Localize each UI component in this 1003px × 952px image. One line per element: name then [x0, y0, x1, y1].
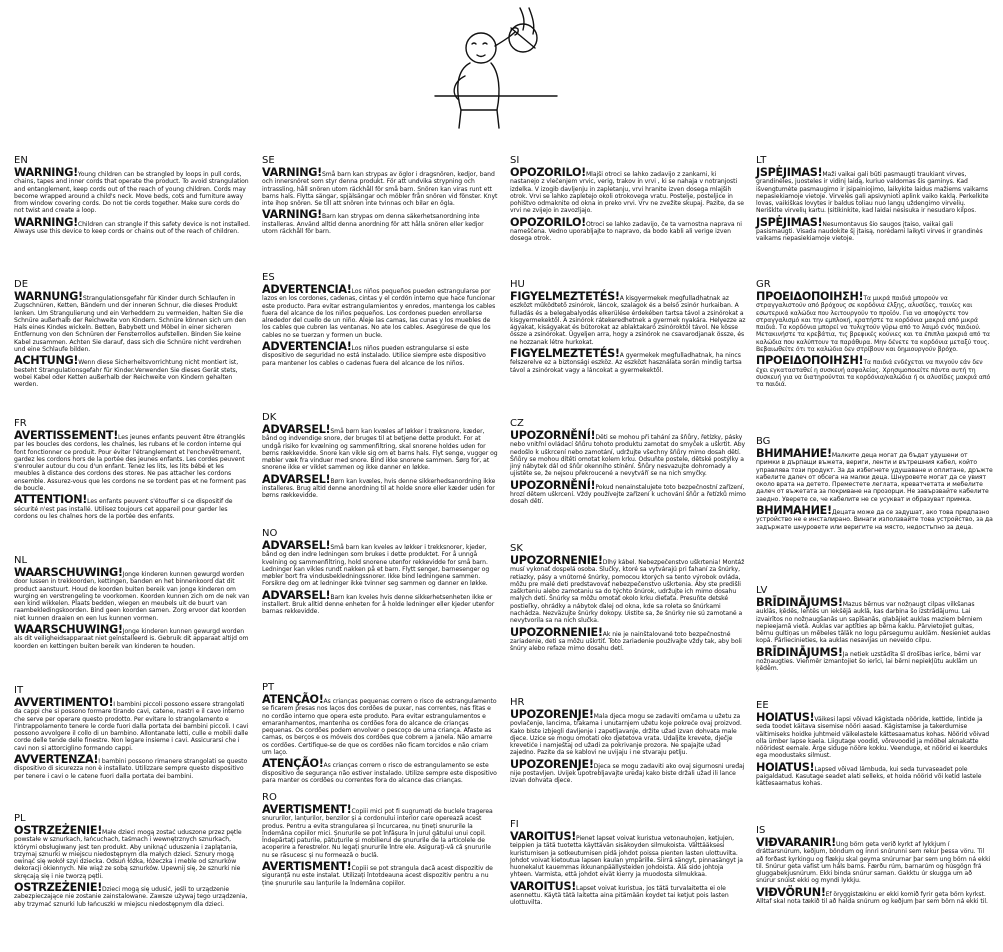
warning-section-es	[262, 272, 499, 370]
warning-label: UPOZORNENIE!	[510, 554, 603, 567]
warning-text: Los niños pueden estrangularse si este dispositivo de seguridad no está instalado. Utilice siempre este dispositivo para mantener los cables o cadenas fuera del alcance de los niños.	[262, 345, 486, 367]
warning-paragraph	[262, 210, 499, 235]
warning-label: VIÐVÖRUN!	[756, 885, 826, 899]
warning-paragraph	[510, 757, 747, 785]
warning-paragraph	[262, 695, 499, 756]
warning-paragraph	[14, 625, 251, 650]
child-arm	[495, 32, 515, 46]
warning-label: WARNING!	[14, 166, 78, 179]
warning-label: AVVERTIMENTO!	[14, 696, 114, 709]
warning-text: Små børn kan kvæles af løkker i træksnore, kæder, bånd og indvendige snore, der bruges til at betjene dette produkt. For at undgå risiko for kvælning og sammenfiltring, skal snorene holdes uden for børns rækkevidde. Snore kan vikle sig om et barns hals. Flyt senge, vugger og møbler væk fra vinduer med snore. Bind ikke snorene sammen. Sørg for, at snorene ikke er viklet sammen og ikke danner en løkke.	[262, 428, 498, 472]
warning-text: Ja netiek uzstādīta šī drošības ierīce, bērni var nožņaugties. Vienmēr izmantojiet šo ierīci, lai bērni nepiekļūtu auklām un ķēdēm.	[756, 650, 981, 673]
warning-paragraph	[262, 342, 499, 367]
language-code: NL	[14, 555, 28, 566]
warning-paragraph	[510, 478, 747, 506]
warning-label: ADVARSEL!	[262, 588, 331, 602]
warning-text: Ung börn geta verið kyrkt af lykkjum í dráttarsnúrum, keðjum, böndum og innri snúrunni sem rekur þessa vöru. Til að forðast kyrkingu og flækju skal geyma snúrurnar þar sem ung börn ná ekki til. Snúrur geta vafist um háls barns. Færðu rúm, barnarúm og húsgögn frá gluggabekjusnúrum. Ekki binda snúrur saman. Gakktu úr skugga um að snúrur snúist ekki og myndi lykkju.	[756, 841, 991, 885]
warning-text: I bambini piccoli possono essere strangolati da cappi che si possono formare tirando cavi, catene, nastri e il cavo interno che serve per operare questo prodotto. Per evitare lo strangolamento e l'intrappolamento tenere le corde fuori dalla portata dei bambini piccoli. I cavi possono avvolgere il collo di un bambino. Allontanate letti, culle e mobili dalle corde delle tende delle finestre. Non legare insieme i cavi. Assicurarsi che i cavi non si attorciglino formando cappi.	[14, 701, 249, 752]
warning-text: Djeca se mogu zadaviti ako ovaj sigurnosni uređaj nije postavljen. Uvijek upotrebljavajte uređaj kako biste držali užad ili lance izvan dohvata djece.	[510, 762, 745, 785]
warning-paragraph	[756, 645, 993, 673]
warning-paragraph	[262, 425, 499, 472]
warning-label: VAROITUS!	[510, 830, 577, 843]
warning-section-en	[14, 155, 251, 238]
warning-label: BRĪDINĀJUMS!	[756, 596, 843, 609]
warning-label: VARNING!	[262, 166, 322, 179]
warning-section-sk	[510, 543, 747, 656]
warning-text: Децата може да се задушат, ако това предпазно устройство не е инсталирано. Винаги използвайте това устройство, за да задържате шнуровете или веригите на място, недостъпно за деца.	[756, 509, 993, 531]
language-code: HR	[510, 697, 525, 708]
warning-label: ADVERTENCIA!	[262, 340, 352, 354]
warning-label: FIGYELMEZTETÉS!	[510, 290, 620, 303]
language-code: HU	[510, 279, 525, 290]
warning-text: Strangulationsgefahr für Kinder durch Schlaufen in Zugschnüren, Ketten, Bändern und der inneren Schnur, die dieses Produkt lenken. Um Strangulierung und ein Verheddern zu vermeiden, halten Sie die Schnüre außerhalb der Reichweite von Kindern. Schnüre können sich um den Hals eines Kindes wickeln. Betten, Babybett und Möbel in einer sicheren Entfernung von den Schnüren der Fensterrollos aufstellen. Binden Sie keine Kabel zusammen. Achten Sie darauf, dass sich die Schnüre nicht verdrehen und eine Schlaufe bilden.	[14, 295, 246, 354]
warning-label: ADVERTENCIA!	[262, 283, 352, 296]
language-code: RO	[262, 792, 277, 803]
warning-paragraph	[14, 495, 251, 520]
warning-label: ADVARSEL!	[262, 539, 331, 552]
warning-label: WARNUNG!	[14, 290, 83, 303]
language-code: ES	[262, 272, 275, 283]
warning-label: HOIATUS!	[756, 760, 815, 774]
warning-paragraph	[756, 885, 993, 906]
language-code: IS	[756, 825, 766, 836]
warning-section-cz	[510, 418, 747, 509]
language-code: NO	[262, 528, 278, 539]
warning-paragraph	[262, 805, 499, 859]
warning-paragraph	[14, 826, 251, 880]
warning-section-fi	[510, 819, 747, 910]
warning-text: Mlajši otroci se lahko zadavijo z zankami, ki nastanejo z vlečenjem vrvic, verig, trakov in vrvi , ki se nahaja v notranjosti izdelka. V izogib davljenju in zapletanju, vrvi hranite izven dosega mlajših otrok. Vrvi se lahko zapletejo okoli otrokovega vratu. Postelje, posteljice in pohištvo odmaknite od okna in preko vrvi. Vrv ne zvežite skupaj. Pazite, da se vrvi ne zvijejo in zavozljajo.	[510, 171, 744, 215]
language-code: DK	[262, 412, 277, 423]
warning-section-fr	[14, 418, 251, 523]
warning-paragraph	[14, 168, 251, 215]
language-code: DE	[14, 279, 29, 290]
warning-paragraph	[14, 215, 251, 236]
warning-paragraph	[262, 862, 499, 887]
language-code: IT	[14, 685, 24, 696]
warning-section-ro	[262, 792, 499, 890]
warning-text: Maži vaikai gali būti pasmaugti traukiant virves, grandinėles, juosteles ir vidinį laidą, kuriuo valdomas šis gaminys. Kad išvengtumėte pasmaugimo ir įsipainiojimo, laikykite laidus mažiems vaikams nepasiekiamoje vietoje. Virvelės gali apsivynioti aplink vaiko kaklą. Perkelkite lovas, vaikiškas lovytes ir baldus toliau nuo langų uždengimo virvelių. Nerišklte virvelių kartu. Įsitikinkite, kad laidai nesisuka ir nesudaro kilpos.	[756, 171, 989, 215]
warning-text: Lapset voivat kuristua, jos tätä turvalaitetta ei ole asennettu. Käytä tätä laitetta aina pitämään koydet tai ketjut pois lasten ulottuvilta.	[510, 884, 729, 907]
warning-label: UPOZORNĚNÍ!	[510, 478, 596, 492]
warning-paragraph	[510, 292, 747, 346]
warning-section-nl	[14, 555, 251, 653]
warning-text: Děti se mohou při tahání za šňůry, řetízky, pásky nebo vnitřní ovládací šňůru tohoto produktu zamotat do smyček a uškrtit. Aby nedošlo k uškrcení nebo zamotání, udržujte všechny šňůry mimo dosah dětí. Šňůry se mohou dítěti omotat kolem krku. Odsuňte postele, dětské postýlky a jiný nábytek dál od šňůr okenního stínění. Šňůry nesvazujte dohromady a ujistěte se, že nejsou překroucené a nevytváří se na nich smyčky.	[510, 434, 746, 478]
warning-text: Małe dzieci mogą zostać uduszone przez pętle powstałe w sznurkach, łańcuchach, taśmach i wewnętrznych sznurkach, którymi obsługiwany jest ten produkt. Aby uniknąć uduszenia i zaplątania, trzymaj sznurki w miejscu niedostępnym dla małych dzieci. Sznury mogą owinąć się wokół szyi dziecka. Odsuń łóżka, łóżeczka i meble od sznurków dekoracji okiennych. Nie wiąż ze sobą sznurków. Upewnij się, że sznurki nie skręcają się i nie tworzą pętli.	[14, 829, 242, 880]
warning-paragraph	[756, 838, 993, 885]
warning-label: VARNING!	[262, 208, 322, 222]
language-code: SK	[510, 543, 523, 554]
warning-label: VIÐVARANIR!	[756, 836, 836, 849]
language-code: FR	[14, 418, 27, 429]
warning-section-pl	[14, 813, 251, 911]
warning-label: ADVARSEL!	[262, 423, 331, 436]
warning-text: I bambini possono rimanere strangolati se questo dispositivo di sicurezza non è installato. Utilizzare sempre questo dispositivo per tenere i cavi o le catene fuori dalla portata dei bambini.	[14, 758, 248, 780]
warning-label: AVERTISSEMENT!	[14, 429, 119, 442]
warning-label: UPOZORENJE!	[510, 708, 594, 721]
warning-paragraph	[14, 356, 251, 388]
warning-text: A kisgyermekek megfulladhatnak az eszközt működtető zsinórok, láncok, szalagok és a belső zsinór hurkaiban. A fulladás és a belegabalyodás elkerülése érdekében tartsa távol a zsinórokat a kisgyermekektől. A zsinórok rátekeredhetnek a gyermek nyakára. Helyezze az ágyakat, kiságyakat és bútorokat az ablaktakaró zsinóroktól távol. Ne kösse össze a zsinórokat. Ügyeljen arra, hogy a zsinórok ne csavarodjanak össze, és ne hozzanak létre hurkokat.	[510, 295, 746, 346]
cord-line	[520, 8, 524, 30]
warning-label: ΠΡΟΕΙΔΟΠΟΙΗΣΗ!	[756, 354, 864, 368]
language-code: GR	[756, 279, 771, 290]
warning-paragraph	[756, 713, 993, 760]
warning-section-lv	[756, 585, 993, 676]
warning-section-lt	[756, 155, 993, 246]
warning-paragraph	[756, 598, 993, 645]
warning-section-hr	[510, 697, 747, 788]
warning-text: Ef öryggistækinu er ekki komið fyrir geta börn kyrkst. Alltaf skal nota tækið til að halda snúrum og keðjum þar sem börn ná ekki til.	[756, 890, 988, 906]
warning-text: Les jeunes enfants peuvent être étranglés par les boucles des cordons, les chaînes, les rubans et le cordon interne qui font fonctionner ce produit. Pour éviter l'étranglement et l'enchevêtrement, gardez les cordons hors de la portée des jeunes enfants. Les cordes peuvent s'enrouler autour du cou d'un enfant. Tenez les lits, les lits bébé et les meubles à distance des cordons des stores. Ne pas attacher les cordons ensemble. Assurez-vous que les cordons ne se tordent pas et ne forment pas de boucle.	[14, 434, 247, 493]
warning-section-se	[262, 155, 499, 238]
warning-text: Små barn kan kveles av løkker i trekksnorer, kjeder, bånd og den indre ledningen som brukes i dette produktet. For å unngå kvelning og sammenfiltring, hold snorene utenfor rekkevidde for små barn. Ledninger kan vikles rundt nakken på et barn. Flytt senger, barnesenger og møbler bort fra vindusbekledningssnorer. Ikke bind ledningene sammen. Forsikre deg om at ledninger ikke tvinner seg sammen og danner en løkke.	[262, 544, 490, 588]
warning-paragraph	[14, 755, 251, 780]
warning-label: JSPĖJIMAS!	[756, 166, 823, 179]
warning-paragraph	[756, 449, 993, 503]
warning-text: Copiii se pot strangula dacă acest dispozitiv de siguranță nu este instalat. Utilizați întotdeauna acest dispozitiv pentru a nu ține șnururile sau lanțurile la îndemâna copiilor.	[262, 865, 493, 887]
warning-section-no	[262, 528, 499, 619]
warning-label: ACHTUNG!	[14, 354, 79, 368]
warning-text: Τα μικρά παιδιά μπορούν να στραγγαλιστούν από βρόχους σε κορδόνια έλξης, αλυσίδες, ταινίες και εσωτερικά καλώδια που λειτουργούν το προϊόν. Για να αποφύγετε τον στραγγαλισμό και την εμπλοκή, κρατήστε τα κορδόνια μακριά από μικρά παιδιά. Τα κορδόνια μπορεί να τυλιχτούν γύρω από το λαιμό ενός παιδιού. Μετακινήστε τα κρεβάτια, τις βρεφικές κούνιες και τα έπιπλα μακριά από τα καλώδια που καλύπτουν τα παράθυρα. Μην δένετε τα κορδόνια μεταξύ τους. Βεβαιωθείτε ότι τα καλώδια δεν στρίβουν και δημιουργούν βρόχο.	[756, 295, 990, 354]
warning-label: OPOZORILO!	[510, 166, 586, 179]
warning-label: UPOZORNĚNÍ!	[510, 429, 596, 442]
warning-text: Children can strangle if this safety device is not installed. Always use this device to keep cords or chains out of the reach of children.	[14, 220, 250, 236]
warning-section-pt	[262, 682, 499, 787]
warning-label: HOIATUS!	[756, 711, 815, 724]
warning-paragraph	[14, 568, 251, 622]
language-code: EN	[14, 155, 28, 166]
warning-paragraph	[510, 168, 747, 215]
warning-paragraph	[756, 168, 993, 215]
language-code: PL	[14, 813, 26, 824]
warning-text: Copiii mici pot fi sugrumați de buclele tragerea snururilor, lanțurilor, benzilor și a cordonului interior care operează acest produs. Pentru a evita strangularea și încurcarea, nu țineți snururile la îndemâna copiilor mici. Șnururile se pot înfășura în jurul gâtului unui copil. Îndepărtați paturile, pătuțurile și mobilierul de șnururile de la articolele de acoperire a ferestrelor. Nu legați șnururile între ele. Asigurați-vă că șnururile nu se răsucesc și nu formează o buclă.	[262, 808, 493, 859]
warning-text: Τα παιδιά ενδέχεται να πνιγούν εάν δεν έχει εγκατασταθεί η συσκευή ασφαλείας. Χρησιμοποιείτε πάντα αυτή τη συσκευή για να διατηρούνται τα κορδόνια/καλώδια ή οι αλυσίδες μακριά από τα παιδιά.	[756, 359, 991, 389]
warning-text: Otroci se lahko zadavijo, če ta varnostna naprava ni nameščena. Vedno uporabljajte to napravo, da bodo kabli ali verige izven dosega otrok.	[510, 220, 742, 243]
warning-text: As crianças correm o risco de estrangulamento se este dispositivo de segurança não estiver instalado. Utilize sempre este dispositivo para manter os cordões ou correntes fora do alcance das crianças.	[262, 762, 497, 784]
language-code: LT	[756, 155, 767, 166]
warning-label: UPOZORNENIE!	[510, 625, 603, 639]
warning-text: Pienet lapset voivat kuristua vetonauhojen, ketjujen, teippien ja tätä tuotetta käyttävän sisäkoyden silmukoista. Välttääksesi kuristumisen ja sotkeutumisen pidä johdot poissa pienten lasten ulottuvilta. Johdot voivat kietoutua lapsen kaulan ympärille. Siirrä sängyt, pinnasängyt ja huonekalut kauemmas ikkunanpäällysteiden johdoista. Älä sido johtoja yhteen. Varmista, että johdot eivät kierry ja muodosta silmukkaa.	[510, 835, 743, 879]
language-code: LV	[756, 585, 768, 596]
warning-label: ADVARSEL!	[262, 472, 331, 486]
warning-text: Dzieci mogą się udusić, jeśli to urządzenie zabezpieczające nie zostanie zainstalowane. Zawsze używaj tego urządzenia, aby trzymać sznurki lub łańcuszki w miejscu niedostępnym dla dzieci.	[14, 886, 248, 908]
warning-label: ATENÇÃO!	[262, 693, 324, 706]
warning-text: Малките деца могат да бъдат удушени от примки в дърпащи въжета, вериги, ленти и вътрешния кабел, който управлява този продукт. За да избегнете удушаване и оплитане, дръжте кабелите далеч от обсега на малки деца. Шнуровете могат да се увият около врата на детето. Преместете леглата, креватчетата и мебелите далеч от въжетата за покриване на прозорци. Не завързвайте кабелите заедно. Уверете се, че кабелите не се усукват и образуват примка.	[756, 452, 993, 503]
warning-paragraph	[262, 588, 499, 616]
warning-text: As crianças pequenas correm o risco de estrangulamento se ficarem presas nos laços dos cordões de puxar, nas correntes, nas fitas e no cordão interno que opera este produto. Para evitar estrangulamentos e emaranhamentos, mantenha os cordões fora do alcance de crianças pequenas. Os cordões podem envolver o pescoço de uma criança. Afaste as camas, os berços e os móveis dos cordões que cobrem a janela. Não amarre os cordões. Certifique-se de que os cordões não ficam torcidos e não criam um laço.	[262, 698, 497, 757]
language-code: SI	[510, 155, 520, 166]
warning-label: ВНИМАНИЕ!	[756, 504, 832, 518]
language-code: FI	[510, 819, 519, 830]
warning-paragraph	[756, 356, 993, 388]
language-code: BG	[756, 436, 771, 447]
warning-text: Les enfants peuvent s'étouffer si ce dispositif de sécurité n'est pas installé. Utilisez toujours cet appareil pour garder les cordons ou les chaînes hors de la portée des enfants.	[14, 498, 233, 520]
warning-label: ВНИМАНИЕ!	[756, 447, 832, 460]
warning-label: WAARSCHUWING!	[14, 623, 123, 637]
warning-paragraph	[262, 472, 499, 500]
warning-label: WAARSCHUWING!	[14, 566, 123, 579]
warning-text: Ak nie je nainštalované toto bezpečnostné zariadenie, deti sa môžu uškrtiť. Toto zariadenie používajte vždy tak, aby boli šnúry alebo refaze mimo dosahu detí.	[510, 630, 742, 653]
warning-text: Young children can be strangled by loops in pull cords, chains, tapes and inner cords that operate the product. To avoid strangulation and entanglement, keep cords out of the reach of young children. Cords may become wrapped around a child's neck. Move beds, cots and furniture away from window covering cords. Do not tie cords together. Make sure cords do not twist and create a loop.	[14, 171, 249, 215]
language-code: SE	[262, 155, 275, 166]
language-code: PT	[262, 682, 275, 693]
warning-label: ATTENTION!	[14, 493, 88, 507]
warning-label: OSTRZEŻENIE!	[14, 881, 102, 895]
warning-paragraph	[756, 506, 993, 531]
warning-paragraph	[14, 431, 251, 492]
warning-paragraph	[756, 760, 993, 788]
warning-text: Pokud nenainstalujete toto bezpečnostní zařízení, hrozí dětem uškrcení. Vždy používejte zařízení k uchování šňůr a řetízků mimo dosah dětí.	[510, 483, 746, 506]
warning-text: Nesumontavus šio saugos įtaiso, vaikai gali pasismaugti. Visada naudokite šį įtaisą, norėdami laikyti virves ir grandinės vaikams nepasiekiamoje vietoje.	[756, 220, 983, 243]
warning-paragraph	[510, 625, 747, 653]
warning-paragraph	[262, 285, 499, 339]
warning-paragraph	[756, 292, 993, 353]
warning-text: Børn kan kvæles, hvis denne sikkerhedsanordning ikke installeres. Brug altid denne anordning til at holde snore eller kæder uden for børns rækkevidde.	[262, 477, 496, 500]
warning-text: Små barn kan strypas av öglor i dragsnören, kedjor, band och innersnöret som styr denna produkt. För att undvika strypning och intrassling, håll snören utom räckhåll för små barn. Snören kan viras runt ett barns hals. Flytta sängar, spjälsängar och möbler från snören vid fönster. Knyt inte ihop snören. Se till att snören inte tvinnas och bilar en ögla.	[262, 171, 498, 208]
warning-paragraph	[510, 349, 747, 374]
warning-section-is	[756, 825, 993, 908]
warning-section-hu	[510, 279, 747, 377]
warning-paragraph	[262, 541, 499, 588]
warning-text: Väikesi lapsi võivad kägistada nööride, kettide, lintide ja seda toodet käitava sisemise nööri aasad. Kägistamise ja takerdumise vältimiseks hoidke juhtmeid väikelastele kättesaamatus kohas. Nöörid võivad olla ümber lapse kaela. Liigutage voodid, võrevoodid ja mööbel aknakatte nööridest eemale. Ärge siduge nööre kokku. Veenduge, et nöörid ei keerduks ega moodustaks silmust.	[756, 716, 990, 760]
warning-label: ATENÇÃO!	[262, 757, 324, 771]
warning-label: VAROITUS!	[510, 879, 577, 893]
warning-text: Dlhý kábel. Nebezpečenstvo uškrtenia! Montáž musí vykonať dospelá osoba. Slučky, ktoré sa vytvárajú pri ťahaní za šnúrky, retiazky, pásy a vnútorné šnúrky, pomocou ktorých sa tento výrobok ovláda, môžu pre malé deti predstavovať nebezpečenstvo uškrtenia. Aby ste predišli zaškrteniu alebo zamotaniu sa do týchto šnúrok, udržujte ich mimo dosahu malých detí. Šnúrky sa môžu omotať okolo krku dieťaťa. Presuňte detské postieľky, ohrádky a nábytok ďalej od okna, kde sa roleta so šnúrkami nachádza. Nezväzujte šnúrky dokopy. Uistite sa, že šnúrky nie sú zamotané a nevytvorila sa na nich slučka.	[510, 559, 745, 625]
warning-label: AVERTISMENT!	[262, 803, 352, 816]
warning-section-gr	[756, 279, 993, 392]
warning-label: JSPĖJIMAS!	[756, 215, 823, 229]
language-code: CZ	[510, 418, 524, 429]
warning-text: Jonge kinderen kunnen gewurgd worden door lussen in trekkoorden, kettingen, banden en het binnenkoord dat dit product aanstuurt. Houd de koorden buiten bereik van jonge kinderen om wurging en verstrengeling te voorkomen. Koorden kunnen zich om de nek van een kind wikkelen. Plaats bedden, wiegen en meubels uit de buurt van raambekledingskoorden. Bind geen koorden samen. Zorg ervoor dat koorden niet kunnen draaien en een lus kunnen vormen.	[14, 571, 250, 622]
warning-label: AVERTISMENT!	[262, 860, 352, 874]
warning-text: Lapsed võivad lämbuda, kui seda turvaseadet pole paigaldatud. Kasutage seadet alati selleks, et hoida nöörid või ketid lastele kättesaamatus kohas.	[756, 765, 982, 788]
warning-paragraph	[756, 215, 993, 243]
warning-label: AVVERTENZA!	[14, 753, 99, 767]
warning-label: ΠΡΟΕΙΔΟΠΟΙΗΣΗ!	[756, 290, 864, 303]
warning-text: Mazus bērnus var nožņaugt cilpas vilkšanas auklās, ķēdēs, lentēs un iekšējā auklā, kas darbina šo izstrādājumu. Lai izvairītos no nožņaugšanās un sapīšanās, glabājiet auklas maziem bērniem nepieejamā vietā. Auklas var aptīties ap bērna kaklu. Pārvietojiet gultas, bērnu gultiņas un mēbeles tālāk no logu pārsegumu auklām. Nesieniet auklas kopā. Pārliecinieties, ka auklas nesavijas un neveido cilpu.	[756, 601, 991, 645]
warning-text: Mala djeca mogu se zadaviti omčama u užetu za povlačenje, lancima, trakama i unutarnjem užetu koje pokreće ovaj proizvod. Kako biste izbjegli davljenje i zapetljavanje, držite užad izvan dohvata male djece. Uzice se mogu omotati oko djetetova vrata. Udaljite krevete, dječje krevetiće i namještaj od užadi za pokrivanje prozora. Ne spajajte užad zajedno. Pazite da se kablovi ne uvijaju i ne stvaraju petlju.	[510, 713, 742, 757]
warning-paragraph	[510, 832, 747, 879]
warning-text: Los niños pequeños pueden estrangularse por lazos en los cordones, cadenas, cintas y el cordón interno que hace funcionar este producto. Para evitar estrangulamientos y enredos, mantenga los cables fuera del alcance de los niños pequeños. Los cordones pueden enrollarse alrededor del cuello de un niño. Aleje las camas, las cunas y los muebles de los cables que cubren las ventanas. No ate los cables. Asegúrese de que los cables no se tuerzan y formen un bucle.	[262, 288, 496, 339]
prohibition-slash	[511, 28, 535, 48]
cord-line	[529, 8, 534, 34]
warning-text: A gyermekek megfulladhatnak, ha nincs felszerelve ez a biztonsági eszköz. Az eszközt használata során mindig tartsa távol a zsinórokat vagy a láncokat a gyermekektől.	[510, 352, 742, 374]
warning-section-de	[14, 279, 251, 392]
warning-paragraph	[510, 710, 747, 757]
warning-paragraph	[14, 698, 251, 752]
child-safety-illustration	[425, 0, 565, 135]
warning-section-it	[14, 685, 251, 783]
warning-text: Wenn diese Sicherheitsvorrichtung nicht montiert ist, besteht Strangulationsgefahr für Kinder.Verwenden Sie dieses Gerät stets, wobei Kabel oder Ketten außerhalb der Reichweite von Kindern gehalten werden.	[14, 359, 239, 389]
warning-paragraph	[14, 883, 251, 908]
warning-paragraph	[510, 431, 747, 478]
warning-label: UPOZORENJE!	[510, 757, 594, 771]
warning-label: BRĪDINĀJUMS!	[756, 645, 843, 659]
warning-paragraph	[14, 292, 251, 353]
warning-label: OPOZORILO!	[510, 215, 586, 229]
warning-label: FIGYELMEZTETÉS!	[510, 347, 620, 361]
child-head	[466, 33, 496, 63]
warning-paragraph	[510, 215, 747, 243]
warning-text: Barn kan kveles hvis denne sikkerhetsenheten ikke er installert. Bruk alltid denne enheten for å holde ledninger eller kjeder utenfor barnas rekkevidde.	[262, 593, 495, 616]
warning-label: OSTRZEŻENIE!	[14, 824, 102, 837]
warning-label: WARNING!	[14, 215, 78, 229]
warning-paragraph	[262, 168, 499, 207]
language-code: EE	[756, 700, 769, 711]
warning-text: Jonge kinderen kunnen gewurgd worden als dit veiligheidsapparaat niet geïnstalleerd is. Gebruik dit apparaat altijd om koorden en kettingen buiten bereik van kinderen te houden.	[14, 628, 249, 650]
warning-paragraph	[510, 556, 747, 625]
warning-section-bg	[756, 436, 993, 534]
child-body	[458, 63, 499, 110]
warning-paragraph	[262, 759, 499, 784]
warning-section-ee	[756, 700, 993, 791]
warning-section-si	[510, 155, 747, 246]
warning-section-dk	[262, 412, 499, 503]
warning-paragraph	[510, 879, 747, 907]
warning-text: Barn kan strypas om denna säkerhetsanordning inte installeras. Använd alltid denna anordning för att hålla snören eller kedjor utom räckhåll för barn.	[262, 213, 484, 236]
